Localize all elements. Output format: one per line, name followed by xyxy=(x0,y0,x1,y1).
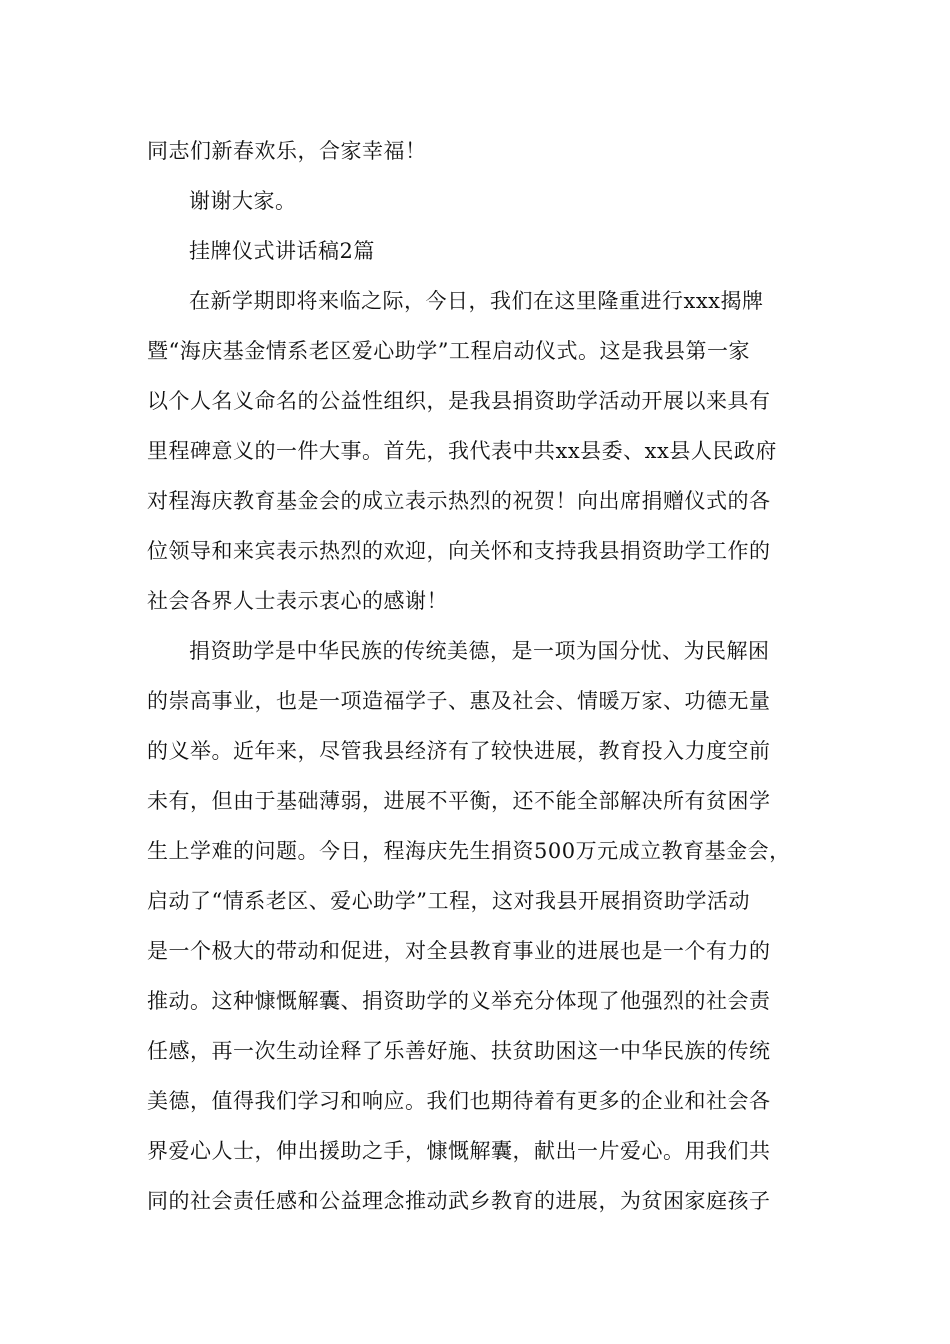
paragraph-1-line: 暨“海庆基金情系老区爱心助学”工程启动仪式。这是我县第一家 xyxy=(147,339,750,363)
section-heading: 挂牌仪式讲话稿2篇 xyxy=(189,239,375,263)
closing-line: 同志们新春欢乐，合家幸福！ xyxy=(147,139,427,163)
paragraph-2-line: 同的社会责任感和公益理念推动武乡教育的进展，为贫困家庭孩子 xyxy=(147,1189,771,1213)
paragraph-1-line: 在新学期即将来临之际，今日，我们在这里隆重进行xxx揭牌 xyxy=(189,289,764,313)
paragraph-1-line: 以个人名义命名的公益性组织，是我县捐资助学活动开展以来具有 xyxy=(147,389,771,413)
paragraph-2-line: 捐资助学是中华民族的传统美德，是一项为国分忧、为民解困 xyxy=(189,639,770,663)
paragraph-2-line: 任感，再一次生动诠释了乐善好施、扶贫助困这一中华民族的传统 xyxy=(147,1039,771,1063)
paragraph-1-line: 对程海庆教育基金会的成立表示热烈的祝贺！向出席捐赠仪式的各 xyxy=(147,489,771,513)
paragraph-2-line: 生上学难的问题。今日，程海庆先生捐资500万元成立教育基金会， xyxy=(147,839,791,863)
paragraph-1-line: 社会各界人士表示衷心的感谢！ xyxy=(147,589,448,613)
paragraph-2-line: 的崇高事业，也是一项造福学子、惠及社会、情暖万家、功德无量 xyxy=(147,689,771,713)
thanks-line: 谢谢大家。 xyxy=(189,189,297,213)
paragraph-1-line: 位领导和来宾表示热烈的欢迎，向关怀和支持我县捐资助学工作的 xyxy=(147,539,771,563)
paragraph-2-line: 的义举。近年来，尽管我县经济有了较快进展，教育投入力度空前 xyxy=(147,739,771,763)
paragraph-2-line: 推动。这种慷慨解囊、捐资助学的义举充分体现了他强烈的社会责 xyxy=(147,989,771,1013)
paragraph-2-line: 是一个极大的带动和促进，对全县教育事业的进展也是一个有力的 xyxy=(147,939,771,963)
paragraph-1-line: 里程碑意义的一件大事。首先，我代表中共xx县委、xx县人民政府 xyxy=(147,439,777,463)
paragraph-2-line: 界爱心人士，伸出援助之手，慷慨解囊，献出一片爱心。用我们共 xyxy=(147,1139,771,1163)
paragraph-2-line: 启动了“情系老区、爱心助学”工程，这对我县开展捐资助学活动 xyxy=(147,889,750,913)
paragraph-2-line: 未有，但由于基础薄弱，进展不平衡，还不能全部解决所有贫困学 xyxy=(147,789,771,813)
paragraph-2-line: 美德，值得我们学习和响应。我们也期待着有更多的企业和社会各 xyxy=(147,1089,771,1113)
